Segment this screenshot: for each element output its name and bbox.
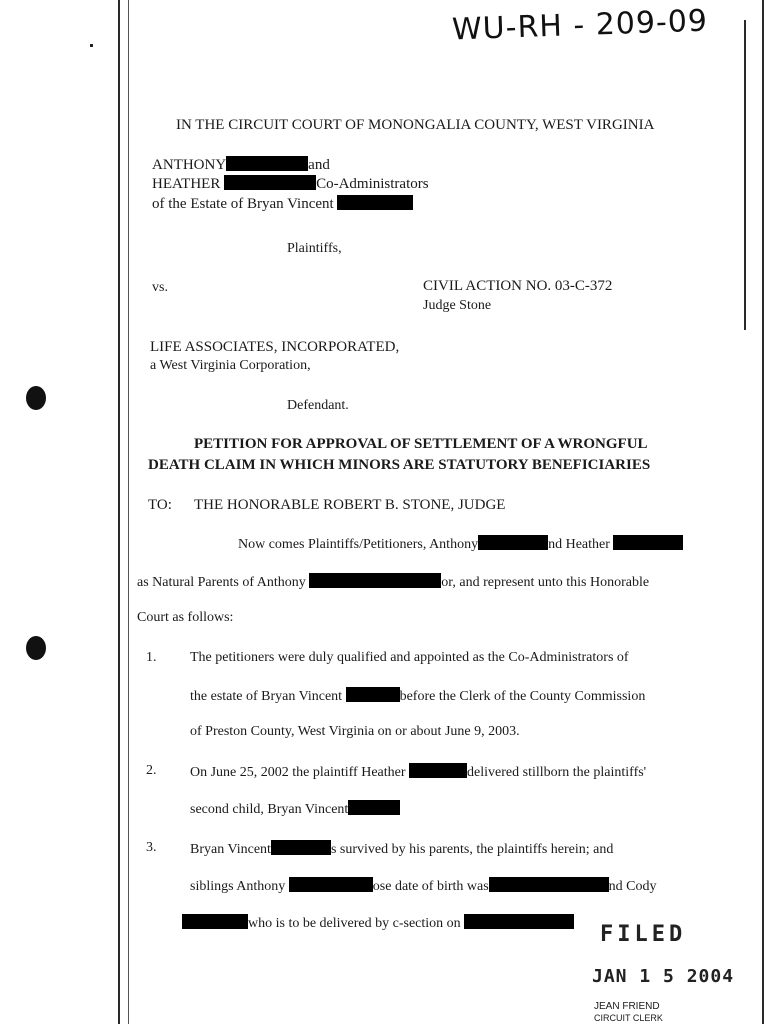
item-text: siblings Anthony [190, 879, 286, 894]
redaction-bar [226, 156, 308, 171]
item-text: Bryan Vincent [190, 842, 271, 857]
intro-text: or, and represent unto this Honorable [441, 575, 650, 590]
item-text: delivered stillborn the plaintiffs' [467, 765, 647, 780]
item-text: On June 25, 2002 the plaintiff Heather [190, 765, 406, 780]
item-3-number: 3. [146, 840, 157, 855]
item-text: who is to be delivered by c-section on [248, 916, 461, 931]
item-3-line-2 [190, 877, 657, 895]
defendant-name: LIFE ASSOCIATES, INCORPORATED, [150, 339, 400, 355]
item-1-line-2 [190, 687, 645, 705]
right-margin-line [744, 20, 746, 330]
filed-stamp: FILED [600, 922, 687, 947]
party-line-2 [152, 175, 429, 193]
right-edge-line [762, 0, 764, 1024]
versus-label: vs. [152, 280, 168, 295]
filed-stamp-clerk-name: JEAN FRIEND [594, 1001, 660, 1012]
estate-text: of the Estate of Bryan Vincent [152, 196, 334, 212]
item-text: ose date of birth was [372, 879, 489, 894]
redaction-bar [224, 175, 316, 190]
redaction-bar [289, 877, 373, 892]
redaction-bar [489, 877, 609, 892]
item-1-line-1: The petitioners were duly qualified and appointed as the Co-Administrators of [190, 650, 629, 665]
redaction-bar [478, 535, 548, 550]
plaintiff-2-name: HEATHER [152, 176, 221, 192]
filed-stamp-date: JAN 1 5 2004 [592, 966, 735, 987]
item-3-line-1 [190, 840, 613, 858]
redaction-bar [271, 840, 331, 855]
item-text: s survived by his parents, the plaintiffs herein; and [330, 842, 614, 857]
intro-line-2 [137, 573, 649, 591]
judge-name: Judge Stone [423, 298, 492, 313]
redaction-bar [346, 687, 400, 702]
party-line-1 [152, 156, 330, 174]
intro-line-1 [238, 535, 683, 553]
item-text: before the Clerk of the County Commission [399, 689, 646, 704]
intro-line-3: Court as follows: [137, 610, 234, 625]
punch-hole-top [26, 386, 46, 410]
item-text: the estate of Bryan Vincent [190, 689, 343, 704]
item-1-line-3: of Preston County, West Virginia on or about June 9, 2003. [190, 724, 520, 739]
redaction-bar [409, 763, 467, 778]
left-margin-line-inner [128, 0, 129, 1024]
court-title: IN THE CIRCUIT COURT OF MONONGALIA COUNTY, WEST VIRGINIA [176, 117, 655, 133]
redaction-bar [464, 914, 574, 929]
petition-title-line-1: PETITION FOR APPROVAL OF SETTLEMENT OF A WRONGFUL [194, 436, 648, 452]
filed-stamp-clerk-title: CIRCUIT CLERK [594, 1013, 663, 1023]
punch-hole-bottom [26, 636, 46, 660]
redaction-bar [613, 535, 683, 550]
item-1-number: 1. [146, 650, 157, 665]
margin-dot [90, 44, 93, 47]
redaction-bar [337, 195, 413, 210]
redaction-bar [348, 800, 400, 815]
intro-text: nd Heather [548, 537, 610, 552]
item-text: second child, Bryan Vincent [190, 802, 349, 817]
co-administrators-text: Co-Administrators [316, 176, 429, 192]
intro-text: Now comes Plaintiffs/Petitioners, Anthony [238, 537, 479, 552]
item-2-line-2 [190, 800, 400, 818]
plaintiffs-label: Plaintiffs, [287, 241, 342, 256]
item-3-line-3 [182, 914, 574, 932]
item-2-number: 2. [146, 763, 157, 778]
petition-title-line-2: DEATH CLAIM IN WHICH MINORS ARE STATUTORY BENEFICIARIES [148, 457, 651, 473]
item-text: nd Cody [608, 879, 657, 894]
party-line-3 [152, 195, 413, 213]
left-margin-line [118, 0, 120, 1024]
plaintiff-1-name: ANTHONY [152, 157, 227, 173]
defendant-label: Defendant. [287, 398, 349, 413]
addressee-text: THE HONORABLE ROBERT B. STONE, JUDGE [194, 497, 506, 513]
civil-action-number: CIVIL ACTION NO. 03-C-372 [423, 278, 613, 294]
defendant-description: a West Virginia Corporation, [150, 358, 311, 373]
handwritten-code: WU-RH - 209-09 [451, 3, 709, 48]
intro-text: as Natural Parents of Anthony [137, 575, 306, 590]
redaction-bar [182, 914, 248, 929]
and-text: and [308, 157, 330, 173]
addressee-label: TO: [148, 497, 172, 513]
item-2-line-1 [190, 763, 646, 781]
redaction-bar [309, 573, 441, 588]
